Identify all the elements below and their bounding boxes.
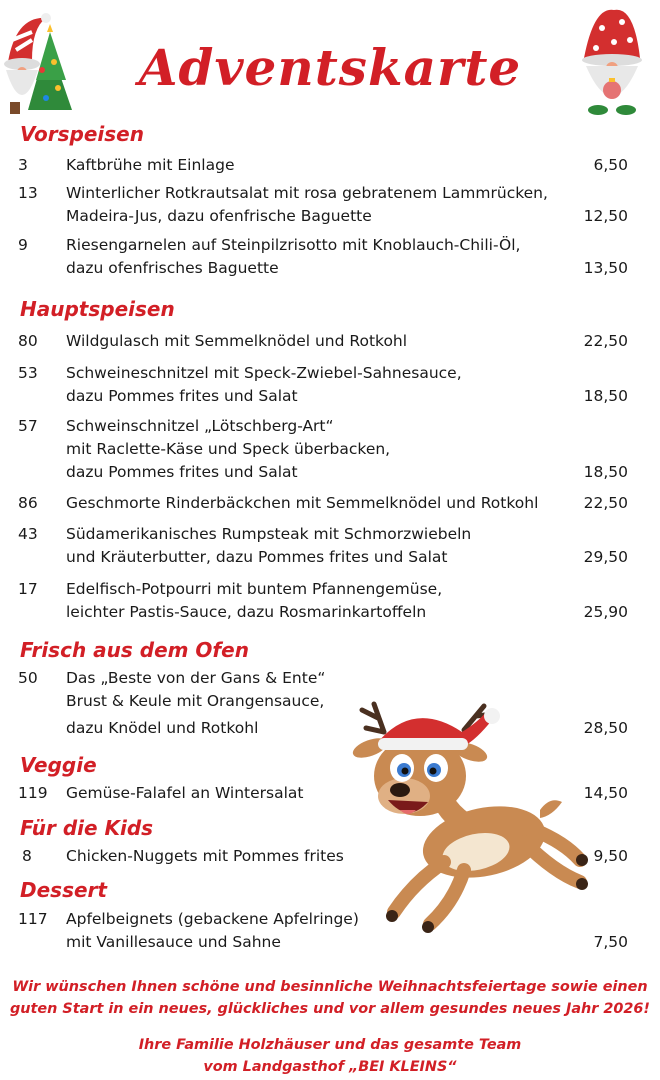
item-description: Geschmorte Rinderbäckchen mit Semmelknödel und Rotkohl bbox=[66, 494, 539, 512]
item-description: Madeira-Jus, dazu ofenfrische Baguette bbox=[66, 207, 372, 225]
item-number: 86 bbox=[18, 494, 38, 512]
item-number: 3 bbox=[18, 156, 28, 174]
section-kids: Für die Kids bbox=[20, 816, 154, 840]
section-ofen: Frisch aus dem Ofen bbox=[20, 638, 249, 662]
item-number: 117 bbox=[18, 910, 48, 928]
footer-wish-line: guten Start in ein neues, glückliches und vor allem gesundes neues Jahr 2026! bbox=[9, 1001, 650, 1017]
reindeer-icon bbox=[344, 692, 590, 938]
item-number: 13 bbox=[18, 184, 38, 202]
item-description: Chicken-Nuggets mit Pommes frites bbox=[66, 847, 344, 865]
item-number: 53 bbox=[18, 364, 38, 382]
item-description: Kaftbrühe mit Einlage bbox=[66, 156, 235, 174]
item-number: 43 bbox=[18, 525, 38, 543]
footer-wishes bbox=[0, 976, 660, 1020]
item-description: Brust & Keule mit Orangensauce, bbox=[66, 692, 325, 710]
item-description: mit Vanillesauce und Sahne bbox=[66, 933, 281, 951]
item-description: Wildgulasch mit Semmelknödel und Rotkohl bbox=[66, 332, 408, 350]
item-description: Südamerikanisches Rumpsteak mit Schmorzwiebeln bbox=[66, 525, 472, 543]
section-veggie: Veggie bbox=[20, 753, 97, 777]
item-number: 9 bbox=[18, 236, 28, 254]
item-number: 57 bbox=[18, 417, 38, 435]
item-description: mit Raclette-Käse und Speck überbacken, bbox=[66, 440, 391, 458]
page-title: Adventskarte bbox=[138, 38, 522, 97]
item-number: 80 bbox=[18, 332, 38, 350]
footer-wish-line: Wir wünschen Ihnen schöne und besinnliche Weihnachtsfeiertage sowie einen bbox=[12, 979, 648, 995]
item-description: und Kräuterbutter, dazu Pommes frites und Salat bbox=[66, 548, 448, 566]
item-price: 25,90 bbox=[583, 603, 628, 621]
item-price: 28,50 bbox=[583, 719, 628, 737]
item-price: 14,50 bbox=[583, 784, 628, 802]
item-description: dazu Pommes frites und Salat bbox=[66, 387, 298, 405]
item-description: dazu Knödel und Rotkohl bbox=[66, 719, 259, 737]
item-price: 22,50 bbox=[583, 332, 628, 350]
item-number: 8 bbox=[22, 847, 32, 865]
footer-signature-line: Ihre Familie Holzhäuser und das gesamte Team bbox=[138, 1037, 522, 1053]
item-description: Gemüse-Falafel an Wintersalat bbox=[66, 784, 304, 802]
item-description: Schweinschnitzel „Lötschberg-Art“ bbox=[66, 417, 334, 435]
item-description: leichter Pastis-Sauce, dazu Rosmarinkartoffeln bbox=[66, 603, 427, 621]
item-price: 9,50 bbox=[593, 847, 628, 865]
item-description: Das „Beste von der Gans & Ente“ bbox=[66, 669, 326, 687]
item-description: Apfelbeignets (gebackene Apfelringe) bbox=[66, 910, 359, 928]
item-description: dazu Pommes frites und Salat bbox=[66, 463, 298, 481]
item-description: dazu ofenfrisches Baguette bbox=[66, 259, 279, 277]
section-hauptspeisen: Hauptspeisen bbox=[20, 297, 175, 321]
item-description: Riesengarnelen auf Steinpilzrisotto mit Knoblauch-Chili-Öl, bbox=[66, 236, 521, 254]
item-price: 6,50 bbox=[593, 156, 628, 174]
item-description: Edelfisch-Potpourri mit buntem Pfannengemüse, bbox=[66, 580, 443, 598]
item-number: 119 bbox=[18, 784, 48, 802]
section-vorspeisen: Vorspeisen bbox=[20, 122, 144, 146]
item-price: 13,50 bbox=[583, 259, 628, 277]
item-description: Winterlicher Rotkrautsalat mit rosa gebratenem Lammrücken, bbox=[66, 184, 548, 202]
item-number: 50 bbox=[18, 669, 38, 687]
item-price: 18,50 bbox=[583, 387, 628, 405]
item-price: 18,50 bbox=[583, 463, 628, 481]
item-number: 17 bbox=[18, 580, 38, 598]
item-price: 7,50 bbox=[593, 933, 628, 951]
section-dessert: Dessert bbox=[20, 878, 107, 902]
footer-signature-line: vom Landgasthof „BEI KLEINS“ bbox=[203, 1059, 457, 1075]
item-price: 12,50 bbox=[583, 207, 628, 225]
footer-signature bbox=[0, 1034, 660, 1078]
item-description: Schweineschnitzel mit Speck-Zwiebel-Sahnesauce, bbox=[66, 364, 462, 382]
item-price: 22,50 bbox=[583, 494, 628, 512]
item-price: 29,50 bbox=[583, 548, 628, 566]
